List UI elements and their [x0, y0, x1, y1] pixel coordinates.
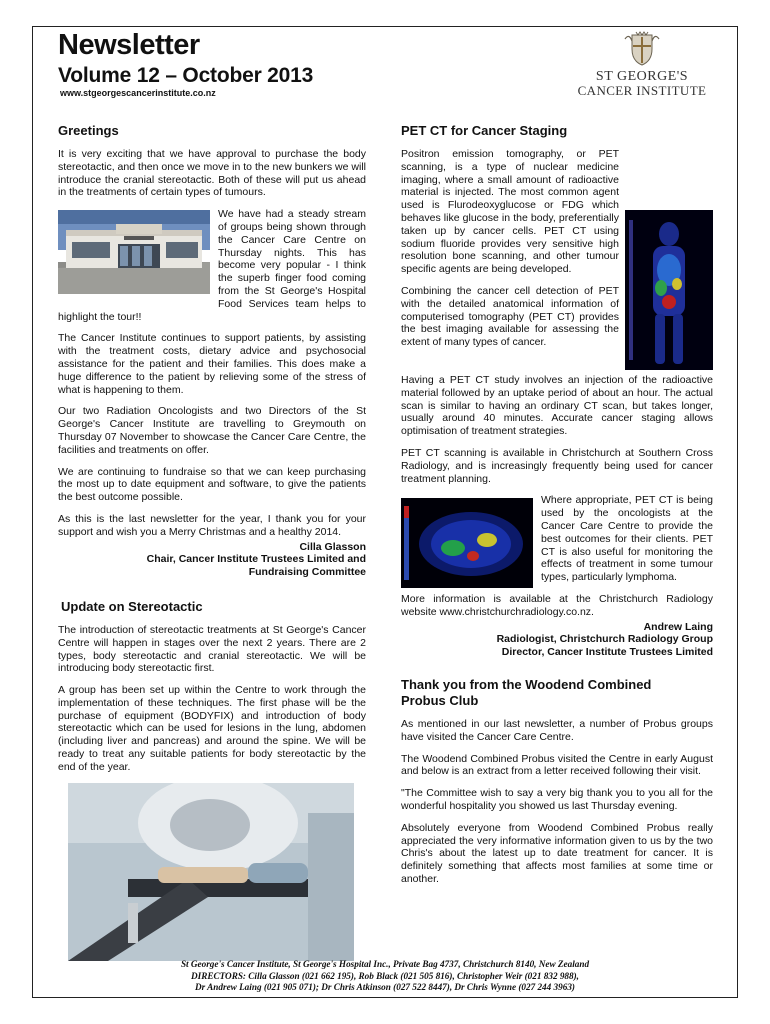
- radiotherapy-machine-photo: [68, 783, 354, 961]
- footer-line-2: DIRECTORS: Cilla Glasson (021 662 195), Rob Black (021 505 816), Christopher Weir (021 832 988),: [191, 970, 579, 981]
- probus-paragraph-3: "The Committee wish to say a very big thank you to you all for the wonderful hospitality you showed us last Thursday evening.: [401, 787, 713, 812]
- greetings-paragraph-4: Our two Radiation Oncologists and two Directors of the St George's Cancer Institute are travelling to Greymouth on Thursday 07 November to showcase the Cancer Care Centre, the facilities and treatments on offer.: [58, 405, 366, 456]
- pet-ct-axial-scan-image: [401, 498, 533, 588]
- pet-ct-body-scan-image: [625, 210, 713, 370]
- probus-paragraph-2: The Woodend Combined Probus visited the Centre in early August and below is an extract from a letter received following their visit.: [401, 752, 713, 778]
- hospital-building-photo: [58, 210, 210, 294]
- greetings-paragraph-2: We have had a steady stream of groups being shown through the Cancer Care Centre on Thursday nights. This has become very popular - I think the superb finger food coming from the St George's Hospital Food Services team helps to highlight the tour!!: [58, 208, 366, 323]
- petct-paragraph-5: Where appropriate, PET CT is being used by the oncologists at the Cancer Care Centre to provide the best outcomes for their clients. PET CT is also useful for monitoring the effects of treatment in some tumour types, particularly lymphoma.: [541, 494, 713, 584]
- left-column: [58, 123, 366, 961]
- greetings-paragraph-5: We are continuing to fundraise so that we can keep purchasing the most up to date equipment and software, to give the patients the best outcome possible.: [58, 465, 366, 504]
- footer-contact-info: [33, 959, 737, 994]
- greetings-signature-name: Cilla Glasson: [299, 540, 366, 553]
- greetings-paragraph-6: As this is the last newsletter for the year, I thank you for your support and wish you a Merry Christmas and a healthy 2014.: [58, 512, 366, 538]
- stereotactic-paragraph-1: The introduction of stereotactic treatments at St George's Cancer Centre will happen in stages over the next 2 years. There are 2 types, body stereotactic and cranial stereotactic. We will be introducing body stereotactic first.: [58, 623, 366, 675]
- petct-signature-role-2: Director, Cancer Institute Trustees Limited: [501, 646, 713, 659]
- probus-paragraph-1: As mentioned in our last newsletter, a number of Probus groups have visited the Cancer Care Centre.: [401, 717, 713, 743]
- stereotactic-heading: Update on Stereotactic: [61, 598, 203, 614]
- footer-line-1: St George's Cancer Institute, St George's Hospital Inc., Private Bag 4737, Christchurch 8140, New Zealand: [180, 959, 590, 969]
- petct-signature-role-1: Radiologist, Christchurch Radiology Group: [496, 633, 713, 646]
- newsletter-page: [32, 26, 738, 998]
- greetings-signature-role-2: Fundraising Committee: [248, 566, 366, 579]
- greetings-paragraph-1: It is very exciting that we have approval to purchase the body stereotactic, and then once we move in to the new bunkers we will introduce the cranial stereotactic. Both of these will put us ahead in the treatments of certain types of tumours.: [58, 148, 366, 199]
- petct-paragraph-4: PET CT scanning is available in Christchurch at Southern Cross Radiology, and is increasingly frequently being used for cancer treatment planning.: [401, 446, 713, 485]
- logo-text-line2: CANCER INSTITUTE: [577, 83, 707, 98]
- petct-paragraph-6: More information is available at the Christchurch Radiology website www.christchurchradiology.co.nz.: [401, 592, 713, 618]
- greetings-signature-role-1: Chair, Cancer Institute Trustees Limited and: [146, 553, 366, 566]
- petct-paragraph-2: Combining the cancer cell detection of PET with the detailed anatomical information of computerised tomography (PET CT) provides the best imaging available for assessing the extent of many types of cancer.: [401, 284, 619, 349]
- volume-heading: Volume 12 – October 2013: [58, 64, 314, 87]
- newsletter-title: Newsletter: [58, 29, 200, 61]
- crest-icon: [622, 31, 662, 69]
- footer-line-3: Dr Andrew Laing (021 905 071); Dr Chris Atkinson (027 522 8447), Dr Chris Wynne (027 244 3963): [195, 982, 575, 992]
- petct-paragraph-1: Positron emission tomography, or PET scanning, is a type of nuclear medicine imaging, where a small amount of radioactive material is injected. The most common agent used is Flurodeoxyglucose or FDG which behaves like glucose in the body, preferentially taken up by cancer cells. PET CT using sodium fluoride provides very sensitive high resolution bone scanning, and other tumour specific agents are being developed.: [401, 148, 619, 276]
- petct-heading: PET CT for Cancer Staging: [401, 123, 568, 138]
- logo-text-line1: ST GEORGE'S: [595, 69, 689, 84]
- probus-heading: Thank you from the Woodend Combined Probus Club: [401, 676, 652, 708]
- right-column: [401, 123, 713, 895]
- greetings-paragraph-3: The Cancer Institute continues to support patients, by assisting with the treatment costs, dietary advice and psychosocial assistance for the patient and their families. This does make a huge difference to the patient by relieving some of the stress of what is happening to them.: [58, 332, 366, 396]
- petct-paragraph-3: Having a PET CT study involves an injection of the radioactive material followed by an uptake period of about an hour. The actual scan is similar to having an ordinary CT scan, but takes longer, usually around 40 minutes. Accurate cancer staging allows optimisation of treatment strategies.: [401, 374, 713, 438]
- petct-signature-name: Andrew Laing: [643, 620, 713, 633]
- greetings-heading: Greetings: [58, 123, 119, 138]
- website-link[interactable]: www.stgeorgescancerinstitute.co.nz: [60, 88, 216, 98]
- stereotactic-paragraph-2: A group has been set up within the Centre to work through the implementation of these techniques. The first phase will be the purchase of equipment (BODYFIX) and introduction of body stereotactic which can be used for lesions in the lung, abdomen (including liver and pancreas) and around the spine. We will be ready to treat any suitable patients for body stereotactic by the end of the year.: [58, 684, 366, 773]
- probus-paragraph-4: Absolutely everyone from Woodend Combined Probus really appreciated the very informative information given to us by the two Chris's about the latest up to date treatment for cancer. It is definitely something that affects most families at some time or another.: [401, 821, 713, 885]
- institute-logo: [567, 31, 717, 103]
